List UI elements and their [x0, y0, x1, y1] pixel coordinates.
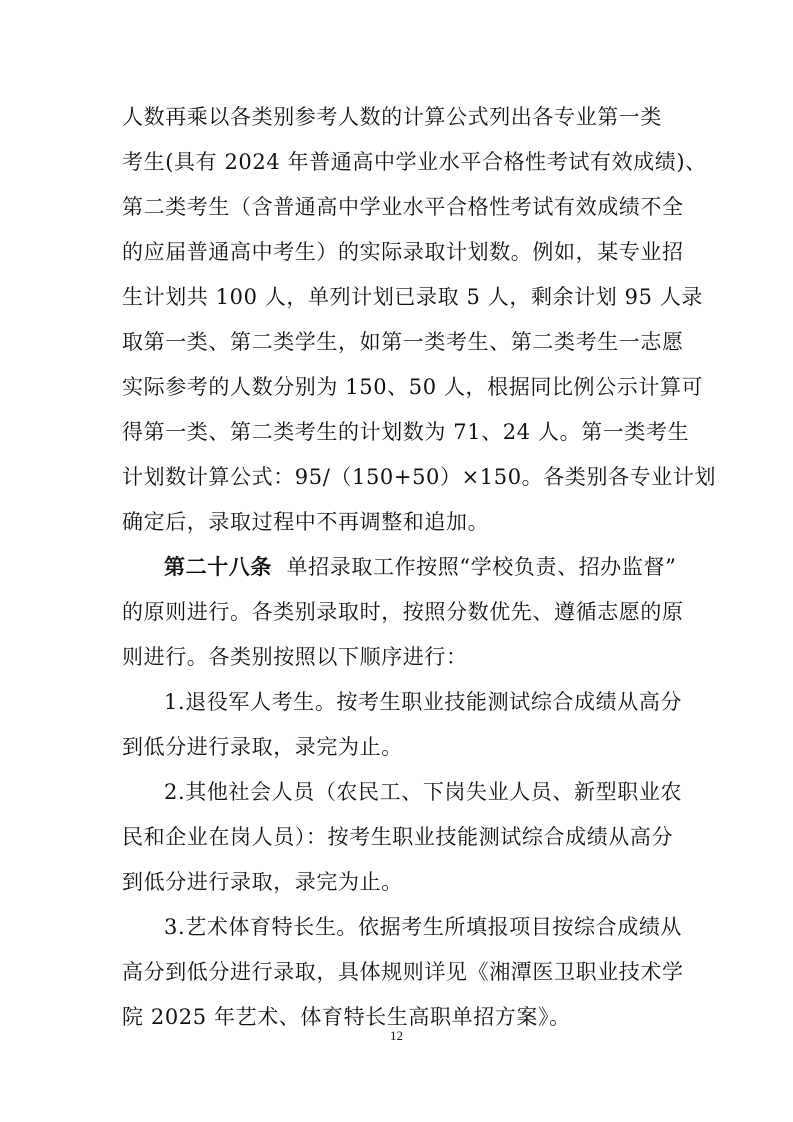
list-item-2: 2.其他社会人员（农民工、下岗失业人员、新型职业农: [164, 780, 683, 804]
article-28-first-line: [164, 544, 676, 590]
body-text-line: 的应届普通高中考生）的实际录取计划数。例如，某专业招: [122, 240, 684, 264]
body-text-line: 则进行。各类别按照以下顺序进行：: [122, 645, 468, 669]
list-item-1: 1.退役军人考生。按考生职业技能测试综合成绩从高分: [164, 690, 683, 714]
body-text-line: 人数再乘以各类别参考人数的计算公式列出各专业第一类: [122, 105, 662, 129]
list-item-2-cont: 民和企业在岗人员）：按考生职业技能测试综合成绩从高分: [122, 825, 674, 849]
body-text-line: 取第一类、第二类学生，如第一类考生、第二类考生一志愿: [122, 330, 684, 354]
body-text-line: 第二类考生（含普通高中学业水平合格性考试有效成绩不全: [122, 195, 684, 219]
body-text-line: 得第一类、第二类考生的计划数为 71、24 人。第一类考生: [122, 420, 690, 444]
list-item-3: 3.艺术体育特长生。依据考生所填报项目按综合成绩从: [164, 915, 683, 939]
body-text-line: 生计划共 100 人，单列计划已录取 5 人，剩余计划 95 人录: [122, 285, 704, 309]
body-text-line: 考生(具有 2024 年普通高中学业水平合格性考试有效成绩)、: [122, 150, 707, 174]
article-28-heading: 第二十八条: [164, 554, 272, 579]
list-item-1-cont: 到低分进行录取，录完为止。: [122, 735, 403, 759]
page-number: 12: [390, 1028, 403, 1043]
body-text-line: 实际参考的人数分别为 150、50 人，根据同比例公示计算可: [122, 375, 704, 399]
body-text-line: 的原则进行。各类别录取时，按照分数优先、遵循志愿的原: [122, 600, 684, 624]
list-item-2-cont: 到低分进行录取，录完为止。: [122, 870, 403, 894]
list-item-3-cont: 院 2025 年艺术、体育特长生高职单招方案》。: [122, 1005, 571, 1029]
article-28-text: 单招录取工作按照“学校负责、招办监督”: [272, 555, 677, 579]
body-text-line: 计划数计算公式：95/（150+50）×150。各类别各专业计划: [122, 465, 717, 489]
list-item-3-cont: 高分到低分进行录取，具体规则详见《湘潭医卫职业技术学: [122, 960, 684, 984]
body-text-line: 确定后，录取过程中不再调整和追加。: [122, 510, 490, 534]
